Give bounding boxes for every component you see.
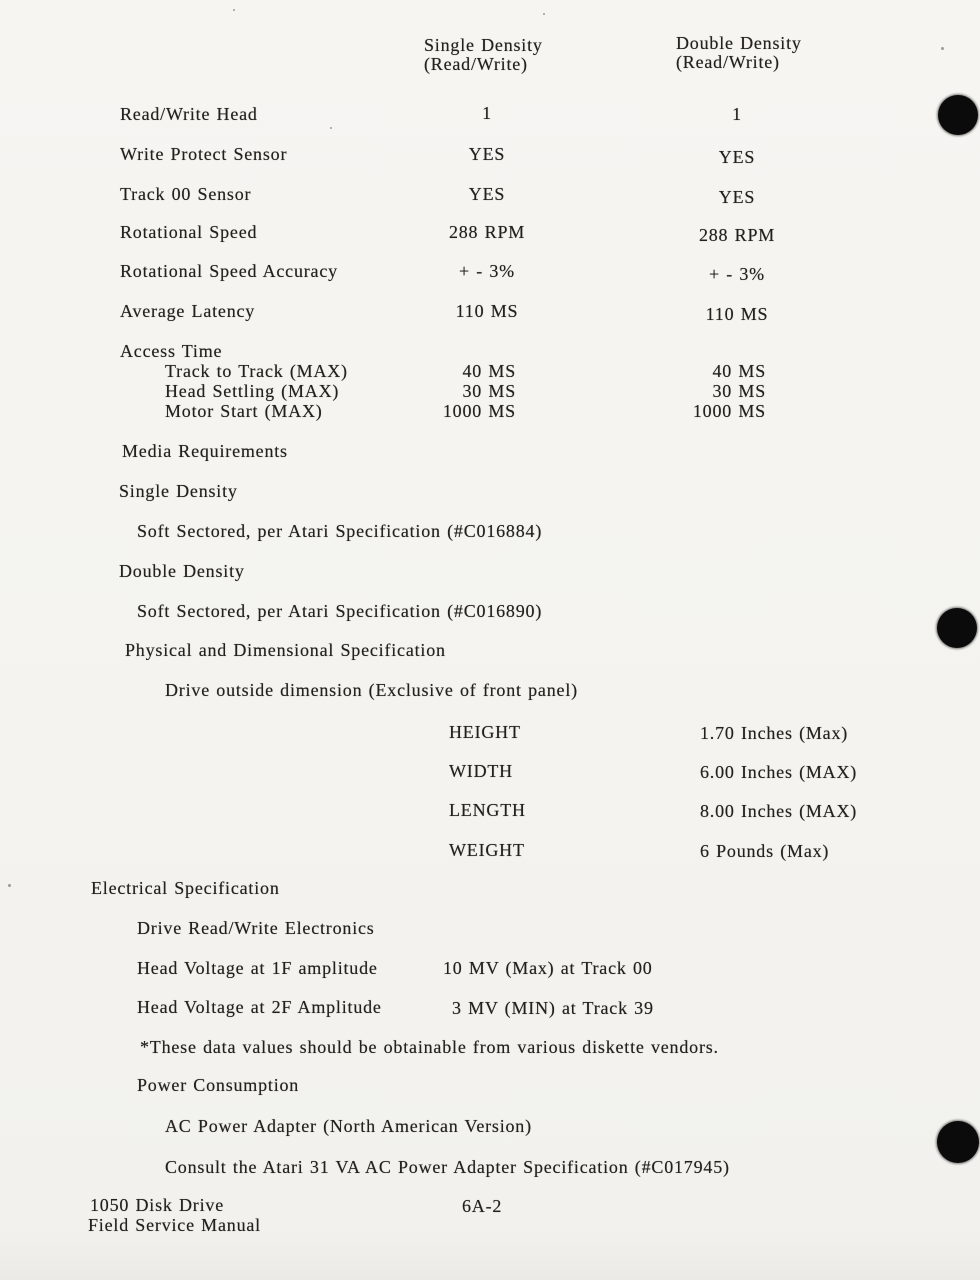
spec-row-label: Read/Write Head	[120, 104, 258, 124]
dimension-label: LENGTH	[449, 800, 526, 820]
access-time-row-label: Motor Start (MAX)	[165, 401, 323, 421]
dimension-value: 8.00 Inches (MAX)	[700, 801, 858, 821]
spec-row-value-single: YES	[468, 144, 506, 164]
spec-row-value-single: 288 RPM	[448, 222, 526, 242]
power-consumption-heading: Power Consumption	[137, 1075, 300, 1095]
spec-row-value-single: 1	[482, 103, 492, 123]
spec-row-value-double: + - 3%	[709, 264, 765, 284]
scan-speck	[941, 47, 944, 50]
electrical-row-label: Head Voltage at 1F amplitude	[137, 958, 378, 978]
diskette-vendors-footnote: *These data values should be obtainable from various diskette vendors.	[140, 1037, 719, 1057]
spec-row-value-double: 288 RPM	[698, 225, 776, 245]
spec-row-value-double: YES	[718, 187, 756, 207]
media-single-density-label: Single Density	[119, 481, 238, 501]
spec-row-value-double: 110 MS	[705, 304, 769, 324]
dimension-value: 1.70 Inches (Max)	[700, 723, 849, 743]
electrical-subheading: Drive Read/Write Electronics	[137, 918, 375, 938]
column-header-double-density: Double Density	[676, 33, 802, 53]
punch-hole-top	[938, 95, 978, 135]
physical-spec-subheading: Drive outside dimension (Exclusive of front panel)	[165, 680, 578, 700]
access-time-heading: Access Time	[120, 341, 223, 361]
access-time-value-single: 30 MS	[462, 381, 516, 401]
page-number: 6A-2	[462, 1196, 503, 1216]
punch-hole-bottom	[937, 1121, 979, 1163]
access-time-value-single: 1000 MS	[442, 401, 516, 421]
spec-row-value-single: YES	[468, 184, 506, 204]
spec-row-value-single: + - 3%	[459, 261, 515, 281]
punch-hole-middle	[937, 608, 977, 648]
scan-speck	[330, 127, 332, 129]
power-adapter-line: AC Power Adapter (North American Version)	[165, 1116, 532, 1136]
access-time-value-double: 1000 MS	[692, 401, 766, 421]
dimension-value: 6 Pounds (Max)	[700, 841, 830, 861]
column-header-single-density-sub: (Read/Write)	[424, 54, 528, 74]
access-time-value-double: 30 MS	[712, 381, 766, 401]
column-header-single-density: Single Density	[424, 35, 543, 55]
spec-row-value-double: 1	[732, 104, 742, 124]
column-header-double-density-sub: (Read/Write)	[676, 52, 780, 72]
physical-spec-heading: Physical and Dimensional Specification	[125, 640, 446, 660]
spec-row-label: Write Protect Sensor	[120, 144, 288, 164]
media-double-density-spec: Soft Sectored, per Atari Specification (#C016890)	[137, 601, 543, 621]
spec-row-label: Rotational Speed	[120, 222, 258, 242]
scan-speck	[8, 884, 11, 887]
dimension-label: WIDTH	[449, 761, 513, 781]
access-time-value-single: 40 MS	[462, 361, 516, 381]
spec-row-label: Rotational Speed Accuracy	[120, 261, 338, 281]
access-time-row-label: Track to Track (MAX)	[165, 361, 348, 381]
electrical-row-value: 10 MV (Max) at Track 00	[443, 958, 653, 978]
spec-row-value-double: YES	[718, 147, 756, 167]
electrical-spec-heading: Electrical Specification	[91, 878, 280, 898]
electrical-row-label: Head Voltage at 2F Amplitude	[137, 997, 382, 1017]
media-single-density-spec: Soft Sectored, per Atari Specification (#C016884)	[137, 521, 543, 541]
media-requirements-heading: Media Requirements	[122, 441, 288, 461]
spec-row-label: Track 00 Sensor	[120, 184, 252, 204]
footer-doc-subtitle: Field Service Manual	[88, 1215, 261, 1235]
access-time-row-label: Head Settling (MAX)	[165, 381, 340, 401]
dimension-value: 6.00 Inches (MAX)	[700, 762, 858, 782]
access-time-value-double: 40 MS	[712, 361, 766, 381]
scan-speck	[233, 9, 235, 11]
power-adapter-spec-line: Consult the Atari 31 VA AC Power Adapter Specification (#C017945)	[165, 1157, 730, 1177]
dimension-label: HEIGHT	[449, 722, 521, 742]
electrical-row-value: 3 MV (MIN) at Track 39	[452, 998, 654, 1018]
scan-speck	[543, 13, 545, 15]
dimension-label: WEIGHT	[449, 840, 525, 860]
spec-row-value-single: 110 MS	[455, 301, 519, 321]
media-double-density-label: Double Density	[119, 561, 245, 581]
spec-row-label: Average Latency	[120, 301, 256, 321]
footer-doc-title: 1050 Disk Drive	[90, 1195, 224, 1215]
